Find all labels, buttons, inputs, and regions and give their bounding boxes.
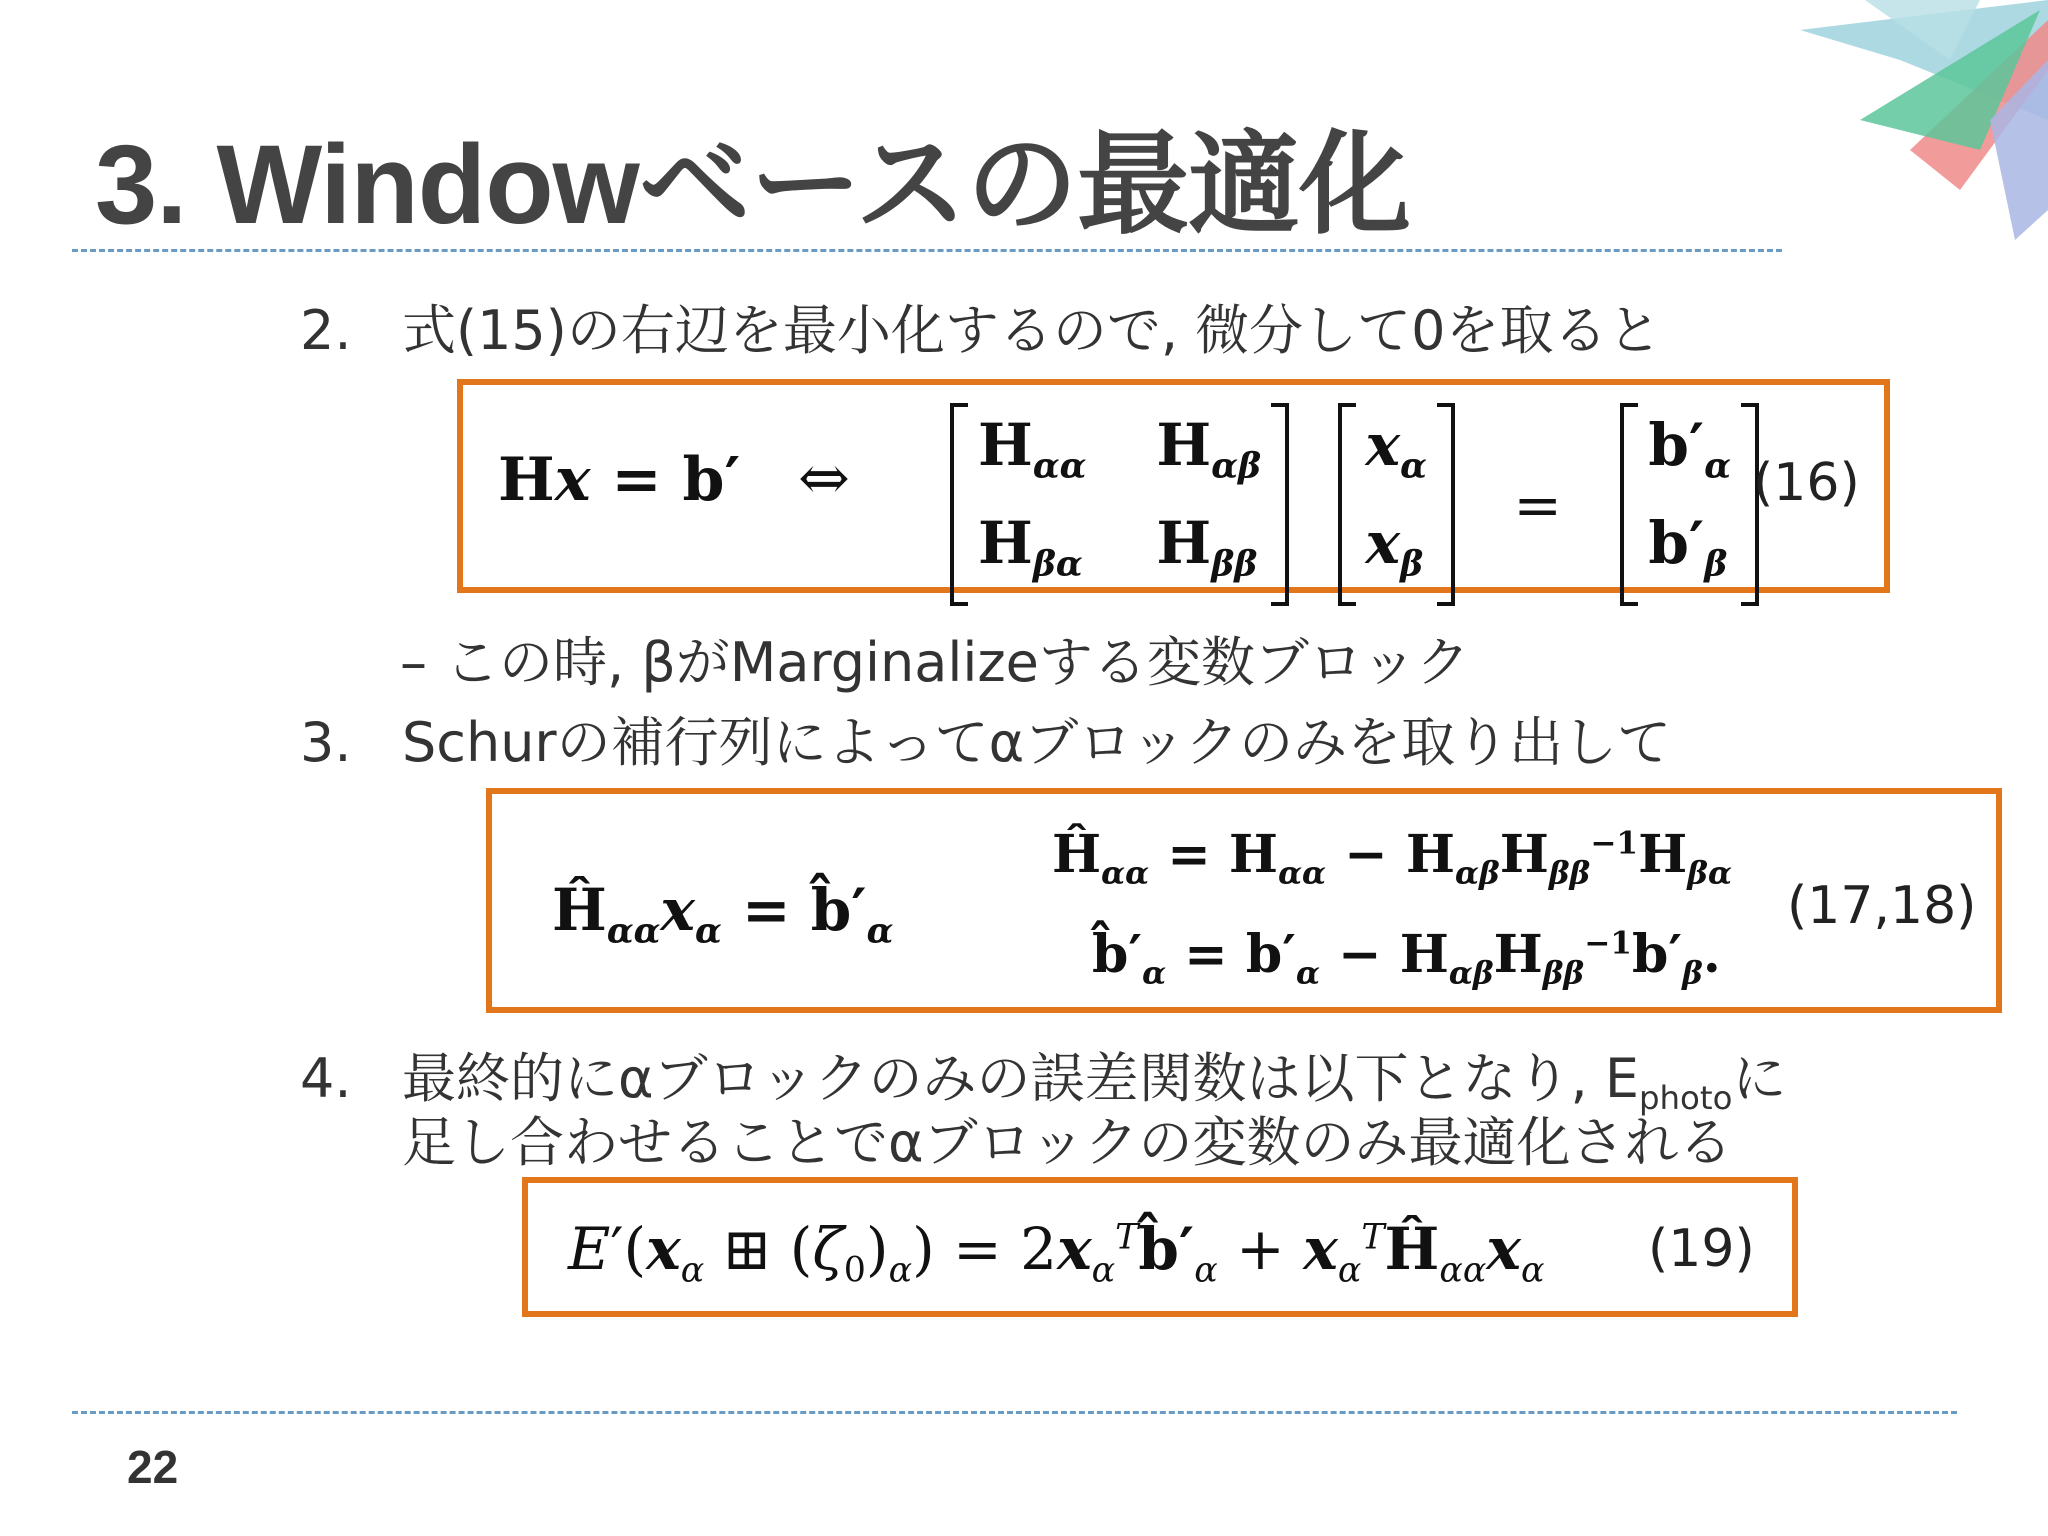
list-item-4-continuation: 足し合わせることでαブロックの変数のみ最適化される — [402, 1111, 1733, 1174]
equation-17: $Ĥ_{\alpha\alpha} = H_{\alpha\alpha} - H_{\alpha\beta}H_{\beta\beta}^{-1}H_{\beta\alpha}$ — [1052, 824, 1732, 892]
equation-18: $b̂'_\alpha = b'_\alpha - H_{\alpha\beta}H_{\beta\beta}^{-1}b'_\beta$. — [1092, 924, 1721, 992]
equation-box-17-18 — [486, 788, 2002, 1013]
equation-label-16: (16) — [1753, 453, 1860, 513]
hessian-matrix: $H_{\alpha\alpha}$ $H_{\alpha\beta}$ $H_{\beta\alpha}$ $H_{\beta\beta}$ — [950, 403, 1289, 606]
variable-vector: $x_\alpha$ $x_\beta$ — [1338, 403, 1455, 606]
equation-17-lhs: $Ĥ_{\alpha\alpha}x_\alpha$ = $b̂'_\alpha$ — [552, 876, 894, 952]
equivalence-icon: ⇔ — [798, 441, 850, 514]
equation-label-17-18: (17,18) — [1787, 876, 1977, 936]
item-text: この時, βがMarginalizeする変数ブロック — [445, 631, 1470, 694]
slide-title: 3. Windowベースの最適化 — [95, 122, 1411, 247]
item-text: 最終的にαブロックのみの誤差関数は以下となり, E — [402, 1047, 1639, 1110]
item-number: 4. — [300, 1047, 352, 1110]
equation-16-lhs: Hx = b′ — [498, 445, 741, 515]
list-item-note — [400, 620, 1470, 697]
equation-box-19 — [522, 1177, 1798, 1317]
dash-marker: – — [400, 631, 427, 694]
corner-decoration — [1780, 0, 2048, 250]
item-number: 2. — [300, 299, 352, 362]
equation-box-16 — [457, 379, 1890, 593]
item-text: 式(15)の右辺を最小化するので, 微分して0を取ると — [402, 299, 1662, 362]
list-item-2 — [300, 288, 1662, 365]
item-text-tail: に — [1732, 1047, 1787, 1110]
equation-16-matrices: $H_{\alpha\alpha}$ $H_{\alpha\beta}$ $H_{\beta\alpha}$ $H_{\beta\beta}$ $x_\alpha$ $x_\beta$ = $b'_\alpha$ $b'_\beta$ — [950, 403, 1759, 606]
equation-label-19: (19) — [1648, 1219, 1755, 1279]
equation-19: $E'(x_\alpha$ ⊞ $(\zeta_0)_\alpha$) = $2x_\alpha^Tb̂'_\alpha$ + $x_\alpha^TĤ_{\alpha\alpha}x_\alpha$ — [568, 1215, 1545, 1291]
rhs-vector: $b'_\alpha$ $b'_\beta$ — [1620, 403, 1759, 606]
item-text: Schurの補行列によってαブロックのみを取り出して — [402, 711, 1672, 774]
list-item-3 — [300, 700, 1671, 777]
page-number: 22 — [127, 1441, 179, 1493]
footer-divider — [72, 1411, 1957, 1414]
title-divider — [72, 249, 1782, 252]
item-subscript: photo — [1638, 1078, 1733, 1117]
item-number: 3. — [300, 711, 352, 774]
